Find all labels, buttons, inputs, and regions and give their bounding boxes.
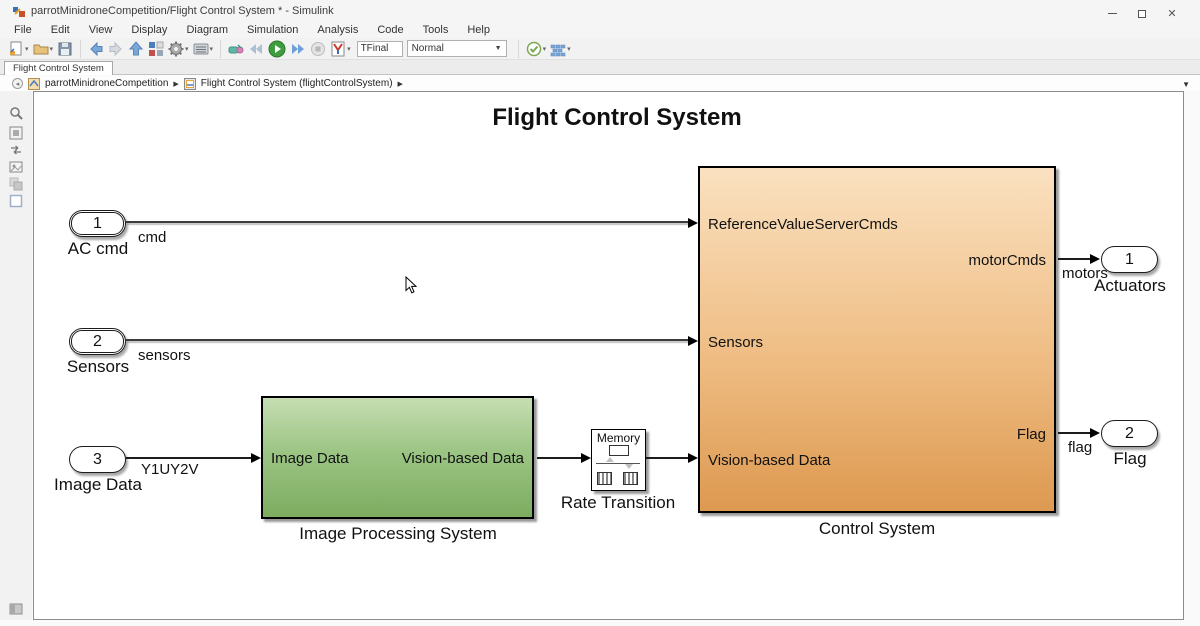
block-label-image-processing-system: Image Processing System	[299, 524, 497, 543]
area-icon[interactable]	[7, 175, 25, 193]
menu-diagram[interactable]: Diagram	[186, 24, 229, 36]
open-button[interactable]	[31, 39, 56, 59]
direction-arrows-icon[interactable]	[7, 141, 25, 159]
simulation-mode-button[interactable]	[328, 39, 353, 59]
explorer-toggle-icon[interactable]: ◂	[12, 78, 23, 89]
bus-line-cmd[interactable]	[126, 221, 688, 223]
fit-to-view-icon[interactable]	[7, 124, 25, 142]
window-title: parrotMinidroneCompetition/Flight Control System * - Simulink	[31, 5, 334, 17]
step-back-button[interactable]	[246, 39, 266, 59]
line-motor-cmds[interactable]	[1058, 258, 1091, 260]
simulation-mode-caret-icon: ▾	[347, 45, 351, 53]
outport-label-actuators: Actuators	[1094, 276, 1166, 295]
back-button[interactable]	[86, 39, 106, 59]
model-advisor-caret-icon: ▾	[542, 45, 547, 53]
breadcrumb-dropdown-icon[interactable]: ▼	[1182, 80, 1190, 89]
build-caret-icon: ▾	[567, 45, 571, 53]
inport-number: 2	[71, 330, 124, 353]
zoom-icon[interactable]	[7, 104, 25, 122]
rate-transition-up-arrow-icon	[606, 457, 614, 462]
model-file-icon	[28, 78, 40, 90]
menu-view[interactable]: View	[88, 24, 113, 36]
annotation-image-icon[interactable]	[7, 158, 25, 176]
stop-button[interactable]	[308, 39, 328, 59]
model-settings-button[interactable]	[166, 39, 191, 59]
block-port-flag: Flag	[1016, 426, 1046, 443]
block-rate-transition[interactable]	[591, 429, 646, 491]
simulink-app-icon	[13, 5, 26, 18]
bus-line-sensors[interactable]	[126, 339, 688, 341]
model-configuration-caret-icon: ▾	[209, 45, 214, 53]
block-port-vision-based-data: Vision-based Data	[708, 452, 831, 469]
line-arrow-icon	[688, 336, 698, 346]
inport-label-ac-cmd: AC cmd	[67, 239, 129, 258]
line-vision-data[interactable]	[537, 457, 582, 459]
menu-analysis[interactable]: Analysis	[317, 24, 359, 36]
tool-palette	[0, 91, 32, 620]
line-arrow-icon	[1090, 428, 1100, 438]
line-arrow-icon	[581, 453, 591, 463]
simulation-mode-value: Normal	[411, 43, 444, 54]
block-port-reference-value-server-cmds: ReferenceValueServerCmds	[708, 216, 898, 233]
inport-label-sensors: Sensors	[66, 357, 130, 376]
block-port-vision-based-data: Vision-based Data	[401, 450, 524, 467]
subsystem-file-icon	[184, 78, 196, 90]
signal-label-flag: flag	[1068, 439, 1093, 456]
block-label-rate-transition: Rate Transition	[560, 493, 676, 512]
block-label-control-system: Control System	[818, 519, 936, 538]
line-image-data[interactable]	[126, 457, 252, 459]
model-settings-caret-icon: ▾	[185, 45, 189, 53]
build-button[interactable]	[548, 39, 573, 59]
new-model-button[interactable]	[6, 39, 31, 59]
diagram-title: Flight Control System	[492, 104, 742, 131]
title-bar	[0, 0, 1200, 22]
library-browser-button[interactable]	[146, 39, 166, 59]
rate-transition-buffer-icon	[623, 472, 638, 485]
outport-flag[interactable]	[1101, 420, 1158, 447]
rate-transition-memory-label: Memory	[596, 431, 641, 445]
signal-label-motors: motors	[1062, 265, 1108, 282]
tab-bar	[0, 60, 1200, 75]
toolbar	[0, 38, 1200, 60]
rate-transition-register-icon	[609, 445, 629, 456]
menu-simulation[interactable]: Simulation	[247, 24, 299, 36]
rate-transition-divider	[596, 463, 640, 464]
select-caret-icon: ▼	[494, 45, 502, 52]
line-arrow-icon	[1090, 254, 1100, 264]
tab-flight-control-system[interactable]: Flight Control System	[4, 61, 113, 75]
new-model-caret-icon: ▾	[25, 45, 29, 53]
restore-button[interactable]	[1130, 6, 1154, 21]
inport-number: 1	[71, 212, 124, 235]
line-arrow-icon	[688, 218, 698, 228]
simulation-mode-select[interactable]	[407, 40, 507, 57]
breadcrumb-separator-icon: ▶	[173, 80, 179, 88]
up-to-parent-button[interactable]	[126, 39, 146, 59]
model-browser-toggle-icon[interactable]	[7, 600, 25, 618]
line-arrow-icon	[251, 453, 261, 463]
model-configuration-button[interactable]	[191, 39, 216, 59]
forward-button[interactable]	[106, 39, 126, 59]
signal-label-cmd: cmd	[138, 229, 167, 246]
toolbar-separator	[80, 40, 81, 58]
run-button[interactable]	[266, 39, 288, 59]
minimize-button[interactable]	[1100, 6, 1124, 21]
inport-sensors[interactable]	[69, 328, 126, 355]
stop-time-input[interactable]	[357, 41, 403, 57]
inport-ac-cmd[interactable]	[69, 210, 126, 237]
menu-help[interactable]: Help	[467, 24, 490, 36]
diagram-canvas[interactable]	[33, 91, 1184, 620]
viewmark-icon[interactable]	[7, 192, 25, 210]
toolbar-separator	[220, 40, 221, 58]
block-image-processing-system[interactable]	[261, 396, 534, 519]
outport-number: 2	[1125, 424, 1134, 442]
line-flag[interactable]	[1058, 432, 1091, 434]
breadcrumb-item-root[interactable]: parrotMinidroneCompetition	[45, 78, 169, 89]
block-control-system[interactable]	[698, 166, 1056, 513]
menu-edit[interactable]: Edit	[50, 24, 70, 36]
rate-transition-down-arrow-icon	[625, 464, 633, 469]
line-rate-out[interactable]	[646, 457, 689, 459]
save-button[interactable]	[55, 39, 75, 59]
menu-tools[interactable]: Tools	[422, 24, 449, 36]
block-port-motor-cmds: motorCmds	[968, 252, 1046, 269]
breadcrumb	[0, 76, 1200, 91]
toolbar-separator	[518, 40, 519, 58]
menu-file[interactable]: File	[14, 24, 32, 36]
outport-number: 1	[1125, 250, 1134, 268]
close-button[interactable]: ✕	[1167, 8, 1177, 20]
menu-code[interactable]: Code	[377, 24, 404, 36]
inport-label-image-data: Image Data	[54, 475, 142, 494]
step-forward-button[interactable]	[288, 39, 308, 59]
open-caret-icon: ▾	[49, 45, 54, 53]
breadcrumb-separator-icon: ▶	[397, 80, 403, 88]
rate-transition-buffer-icon	[597, 472, 612, 485]
menu-display[interactable]: Display	[131, 24, 168, 36]
block-port-sensors: Sensors	[708, 334, 764, 351]
model-advisor-button[interactable]	[524, 39, 549, 59]
block-port-image-data: Image Data	[271, 450, 349, 467]
breadcrumb-item-subsystem[interactable]: Flight Control System (flightControlSystem)	[200, 78, 393, 89]
outport-actuators[interactable]	[1101, 246, 1158, 273]
outport-label-flag: Flag	[1113, 449, 1147, 468]
line-arrow-icon	[688, 453, 698, 463]
inport-image-data[interactable]	[69, 446, 126, 473]
menu-bar	[0, 22, 1200, 38]
signal-label-y1uy2v: Y1UY2V	[141, 461, 199, 478]
inport-number: 3	[93, 450, 102, 468]
connect-hardware-button[interactable]	[226, 39, 246, 59]
mouse-cursor-icon	[405, 276, 417, 294]
signal-label-sensors: sensors	[138, 347, 191, 364]
